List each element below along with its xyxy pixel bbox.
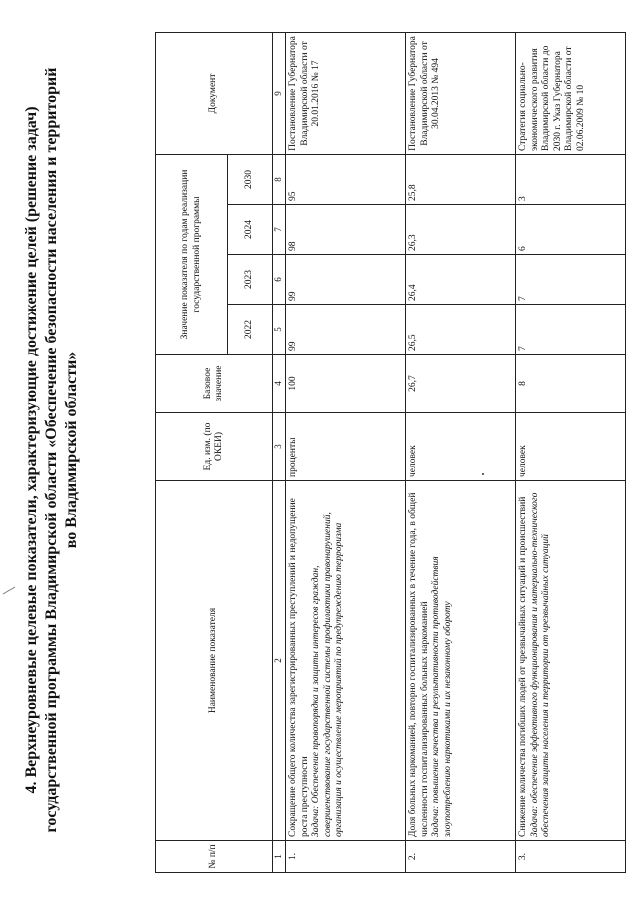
col-number: 8	[273, 155, 286, 205]
header-year-2022: 2022	[228, 305, 273, 355]
base-value-cell: 8	[516, 355, 626, 413]
table-row	[406, 33, 516, 873]
col-number: 5	[273, 305, 286, 355]
indicator-task: Задача: обеспечение эффективного функционирования и материально-технического обеспечения защиты населения и территории от чрезвычайных ситуаций	[529, 492, 551, 837]
indicator-name: Доля больных наркоманией, повторно госпитализированных в течение года, в общей численности госпитализированных больных наркоманией	[408, 492, 430, 837]
row-num: 2.	[406, 841, 516, 873]
title-line-1: 4. Верхнеуровневые целевые показатели, характеризующие достижение целей (решение задач)	[23, 106, 40, 794]
scan-speck	[482, 473, 484, 475]
indicator-name-cell	[516, 481, 626, 841]
col-number: 4	[273, 355, 286, 413]
value-2030-cell: 3	[516, 155, 626, 205]
value-2024-cell: 98	[286, 205, 406, 255]
unit-cell: человек	[406, 413, 516, 481]
header-name: Наименование показателя	[156, 481, 273, 841]
header-year-2030: 2030	[228, 155, 273, 205]
header-years-group: Значение показателя по годам реализации государственной программы	[156, 155, 228, 355]
header-num: № п/п	[156, 841, 273, 873]
column-numbers-row	[273, 33, 286, 873]
title-block	[20, 5, 130, 895]
header-year-2023: 2023	[228, 255, 273, 305]
title-line-2: государственной программы Владимирской области «Обеспечение безопасности населения и территорий	[43, 67, 60, 833]
unit-cell: человек	[516, 413, 626, 481]
document-cell: Постановление Губернатора Владимирской области от 30.04.2013 № 494	[406, 33, 516, 155]
value-2023-cell: 7	[516, 255, 626, 305]
document-cell: Постановление Губернатора Владимирской области от 20.01.2016 № 17	[286, 33, 406, 155]
col-number: 6	[273, 255, 286, 305]
rotated-page	[20, 5, 620, 895]
indicator-task: Задача: Обеспечение правопорядка и защиты интересов граждан, совершенствование государственной системы профилактики правонарушений, организация и осуществление мероприятий по предупреждению терроризма	[311, 512, 344, 837]
value-2022-cell: 7	[516, 305, 626, 355]
unit-cell: проценты	[286, 413, 406, 481]
document-cell: Стратегия социально-экономического развития Владимирской области до 2030 г. Указ Губернатора Владимирской области от 02.06.2009 № 10	[516, 33, 626, 155]
value-2030-cell: 25,8	[406, 155, 516, 205]
col-number: 7	[273, 205, 286, 255]
indicator-name: Сокращение общего количества зарегистрированных преступлений и недопущение роста преступности	[288, 498, 310, 837]
header-year-2024: 2024	[228, 205, 273, 255]
value-2023-cell: 99	[286, 255, 406, 305]
value-2022-cell: 26,5	[406, 305, 516, 355]
indicators-table	[155, 32, 626, 873]
value-2022-cell: 99	[286, 305, 406, 355]
base-value-cell: 100	[286, 355, 406, 413]
value-2030-cell: 95	[286, 155, 406, 205]
title-line-3: во Владимирской области»	[63, 351, 80, 549]
indicator-task: Задача: повышение качества и результативности противодействия злоупотреблению наркотиками и их незаконному обороту	[431, 556, 453, 837]
col-number: 3	[273, 413, 286, 481]
table-row	[286, 33, 406, 873]
value-2024-cell: 6	[516, 205, 626, 255]
col-number: 2	[273, 481, 286, 841]
indicator-name: Снижение количества погибших людей от чрезвычайных ситуаций и происшествий	[518, 496, 528, 837]
header-document: Документ	[156, 33, 273, 155]
value-2024-cell: 26,3	[406, 205, 516, 255]
indicator-name-cell	[286, 481, 406, 841]
header-unit: Ед. изм. (по ОКЕИ)	[156, 413, 273, 481]
row-num: 3.	[516, 841, 626, 873]
row-num: 1.	[286, 841, 406, 873]
value-2023-cell: 26,4	[406, 255, 516, 305]
col-number: 1	[273, 841, 286, 873]
header-base: Базовое значение	[156, 355, 273, 413]
col-number: 9	[273, 33, 286, 155]
base-value-cell: 26,7	[406, 355, 516, 413]
table-row	[516, 33, 626, 873]
pen-mark	[3, 587, 16, 595]
indicator-name-cell	[406, 481, 516, 841]
